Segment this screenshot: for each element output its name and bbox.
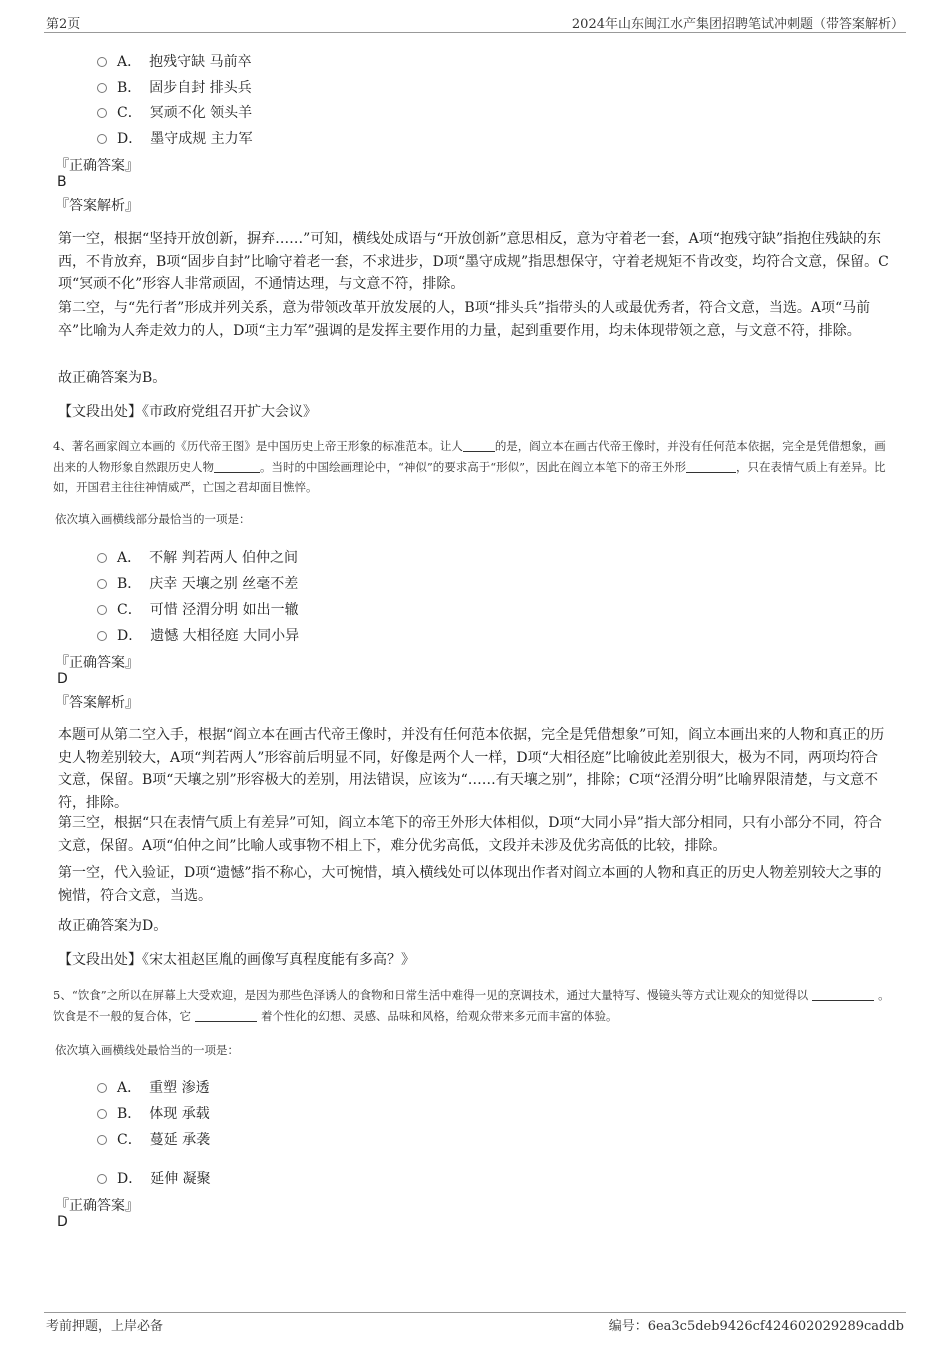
radio-icon[interactable]	[97, 631, 107, 641]
footer-slogan: 考前押题，上岸必备	[46, 1319, 164, 1334]
q5-question-text: 5、“饮食”之所以在屏幕上大受欢迎，是因为那些色泽诱人的食物和日常生活中难得一见的烹调技术，通过大量特写、慢镜头等方式让观众的知觉得以 。饮食是不一般的复合体，它 着个性化的幻想、灵感、品味和风格，给观众带来多元而丰富的体验。	[53, 988, 890, 1023]
q5-blank-2	[195, 1009, 257, 1022]
q5-prompt: 依次填入画横线处最恰当的一项是：	[55, 1043, 239, 1057]
radio-icon[interactable]	[97, 1109, 107, 1119]
q4-answer: D	[57, 671, 68, 687]
radio-icon[interactable]	[97, 1174, 107, 1184]
q5-option-a[interactable]: A． 重塑 渗透	[97, 1077, 210, 1097]
q5-answer-label: 『正确答案』	[55, 1198, 139, 1214]
q4-question-text: 4、著名画家阎立本画的《历代帝王图》是中国历史上帝王形象的标准范本。让人 的是，阎立本在画古代帝王像时，并没有任何范本依据，完全是凭借想象，画出来的人物形象自然跟历史人物 。当时的中国绘画理论中，“神似”的要求高于“形似”，因此在阎立本笔下的帝王外形 ，只在表情气质上有差异。比如，开国君主往往神情威严，亡国之君却面目憔悴。	[53, 439, 886, 494]
page-number: 第2页	[46, 17, 81, 32]
q3-analysis-paragraph-1: 第一空，根据“坚持开放创新，摒弃……”可知，横线处成语与“开放创新”意思相反，意为守着老一套，A项“抱残守缺”指抱住残缺的东西，不肯放弃，B项“固步自封”比喻守着老一套，不求进步，D项“墨守成规”指思想保守，守着老规矩不肯改变，均符合文意，保留。C项“冥顽不化”形容人非常顽固，不通情达理，与文意不符，排除。	[58, 231, 889, 292]
radio-icon[interactable]	[97, 1135, 107, 1145]
radio-icon[interactable]	[97, 108, 107, 118]
radio-icon[interactable]	[97, 83, 107, 93]
radio-icon[interactable]	[97, 579, 107, 589]
q4-blank-3	[686, 460, 736, 473]
q3-conclusion: 故正确答案为B。	[58, 370, 167, 386]
q5-option-d[interactable]: D． 延伸 凝聚	[97, 1168, 211, 1188]
q3-option-c[interactable]: C． 冥顽不化 领头羊	[97, 102, 252, 122]
q3-source: 【文段出处】《市政府党组召开扩大会议》	[58, 404, 317, 420]
q4-blank-2	[214, 460, 260, 473]
q4-analysis-paragraph-3: 第一空，代入验证，D项“遗憾”指不称心，大可惋惜，填入横线处可以体现出作者对阎立本画的人物和真正的历史人物差别较大之事的惋惜，符合文意，当选。	[58, 865, 882, 904]
q3-option-b[interactable]: B． 固步自封 排头兵	[97, 77, 252, 97]
q4-option-a[interactable]: A． 不解 判若两人 伯仲之间	[97, 547, 298, 567]
q4-analysis-paragraph-2: 第三空，根据“只在表情气质上有差异”可知，阎立本笔下的帝王外形大体相似，D项“大同小异”指大部分相同，只有小部分不同，符合文意，保留。A项“伯仲之间”比喻人或事物不相上下，难分优劣高低，文段并未涉及优劣高低的比较，排除。	[58, 815, 882, 854]
document-code: 编号：6ea3c5deb9426cf424602029289caddb	[608, 1319, 904, 1334]
q3-analysis-label: 『答案解析』	[55, 198, 139, 214]
q4-option-c[interactable]: C． 可惜 泾渭分明 如出一辙	[97, 599, 299, 619]
q3-option-d[interactable]: D． 墨守成规 主力军	[97, 128, 253, 148]
q3-answer: B	[57, 174, 67, 190]
q4-analysis-label: 『答案解析』	[55, 695, 139, 711]
q4-conclusion: 故正确答案为D。	[58, 918, 168, 934]
q4-option-b[interactable]: B． 庆幸 天壤之别 丝毫不差	[97, 573, 298, 593]
q4-answer-label: 『正确答案』	[55, 655, 139, 671]
q4-blank-1	[463, 439, 495, 452]
q4-prompt: 依次填入画横线部分最恰当的一项是：	[55, 512, 251, 526]
q5-option-b[interactable]: B． 体现 承载	[97, 1103, 210, 1123]
radio-icon[interactable]	[97, 1083, 107, 1093]
q3-analysis-paragraph-2: 第二空，与“先行者”形成并列关系，意为带领改革开放发展的人，B项“排头兵”指带头的人或最优秀者，符合文意，当选。A项“马前卒”比喻为人奔走效力的人，D项“主力军”强调的是发挥主要作用的力量，起到重要作用，均未体现带领之意，与文意不符，排除。	[58, 300, 871, 339]
radio-icon[interactable]	[97, 134, 107, 144]
q3-answer-label: 『正确答案』	[55, 158, 139, 174]
header-divider	[44, 32, 906, 33]
radio-icon[interactable]	[97, 57, 107, 67]
q3-option-a[interactable]: A． 抱残守缺 马前卒	[97, 51, 252, 71]
q5-option-c[interactable]: C． 蔓延 承袭	[97, 1129, 210, 1149]
radio-icon[interactable]	[97, 553, 107, 563]
q4-analysis-paragraph-1: 本题可从第二空入手，根据“阎立本在画古代帝王像时，并没有任何范本依据，完全是凭借想象”可知，阎立本画出来的人物和真正的历史人物差别较大，A项“判若两人”形容前后明显不同，好像是两个人一样，D项“大相径庭”比喻彼此差别很大，极为不同，两项均符合文意，保留。B项“天壤之别”形容极大的差别，用法错误，应该为“……有天壤之别”，排除；C项“泾渭分明”比喻界限清楚，与文意不符，排除。	[58, 727, 885, 811]
q5-blank-1	[812, 988, 874, 1001]
q4-option-d[interactable]: D． 遗憾 大相径庭 大同小异	[97, 625, 299, 645]
radio-icon[interactable]	[97, 605, 107, 615]
q5-answer: D	[57, 1214, 68, 1230]
footer-divider	[44, 1312, 906, 1313]
document-title: 2024年山东闽江水产集团招聘笔试冲刺题（带答案解析）	[571, 17, 904, 32]
q4-source: 【文段出处】《宋太祖赵匡胤的画像写真程度能有多高？》	[58, 952, 415, 968]
